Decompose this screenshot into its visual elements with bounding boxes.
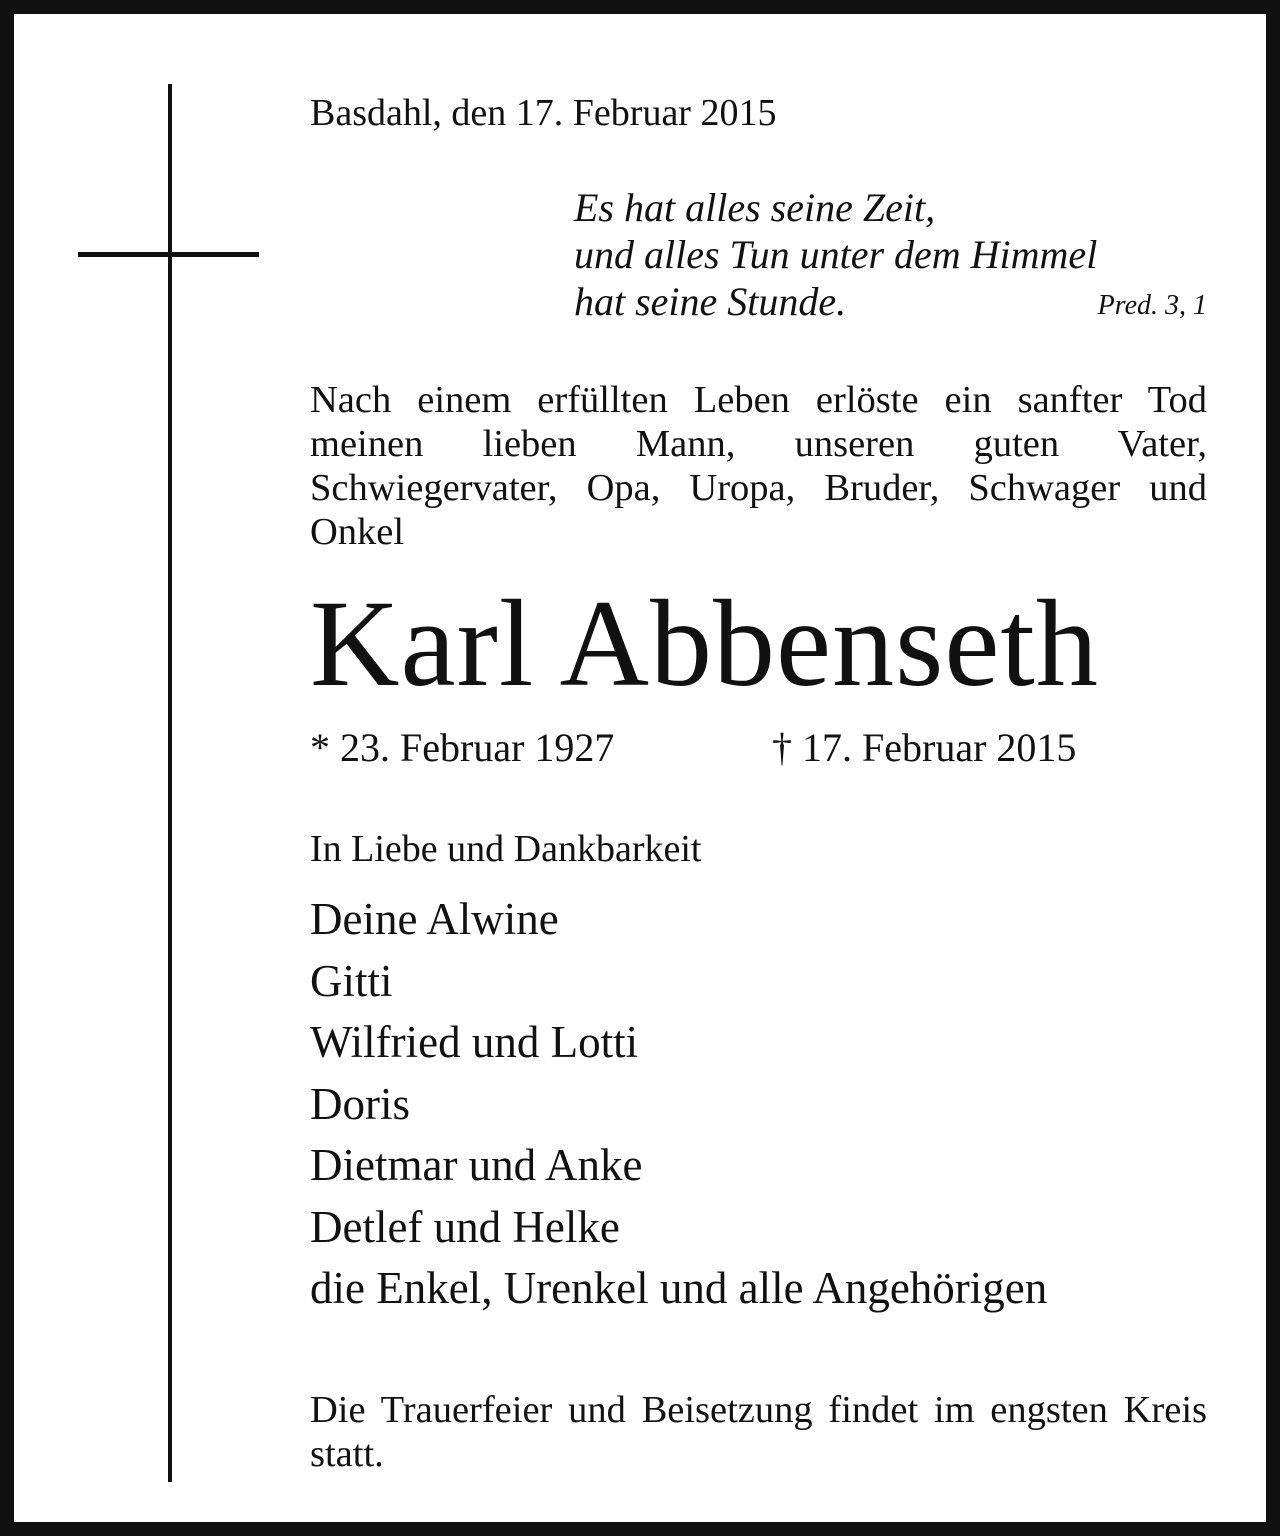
verse-line: hat seine Stunde. [574,279,847,324]
cross-horizontal-bar [78,252,259,257]
mourners-list [310,889,1047,1320]
mourner-entry: Gitti [310,955,393,1006]
love-line: In Liebe und Dankbarkeit [310,828,702,870]
mourner-entry: die Enkel, Urenkel und alle Angehörigen [310,1263,1048,1313]
place-date: Basdahl, den 17. Februar 2015 [310,92,777,134]
deceased-name: Karl Abbenseth [310,575,1099,712]
obituary-content [310,86,1207,1475]
verse-line: Es hat alles seine Zeit, [574,185,936,230]
funeral-notice: Die Trauerfeier und Beisetzung findet im engsten Kreis statt. [310,1389,1207,1475]
verse-line: und alles Tun unter dem Himmel [574,232,1098,277]
mourner-entry: Wilfried und Lotti [310,1017,639,1067]
mourner-entry: Doris [310,1078,410,1129]
intro-text: Nach einem erfüllten Leben erlöste ein sanfter Tod meinen lieben Mann, unseren guten Vater, Schwiegervater, Opa, Uropa, Bruder, Schwager und Onkel [310,379,1207,553]
cross-vertical-bar [168,84,172,1482]
mourner-entry: Deine Alwine [310,894,559,944]
life-dates [310,723,1207,773]
verse-reference: Pred. 3, 1 [1097,290,1207,321]
birth-date: * 23. Februar 1927 [310,725,615,770]
mourner-entry: Detlef und Helke [310,1201,620,1252]
mourner-entry: Dietmar und Anke [310,1140,643,1190]
bible-verse [574,184,1207,325]
death-date: † 17. Februar 2015 [772,725,1077,770]
